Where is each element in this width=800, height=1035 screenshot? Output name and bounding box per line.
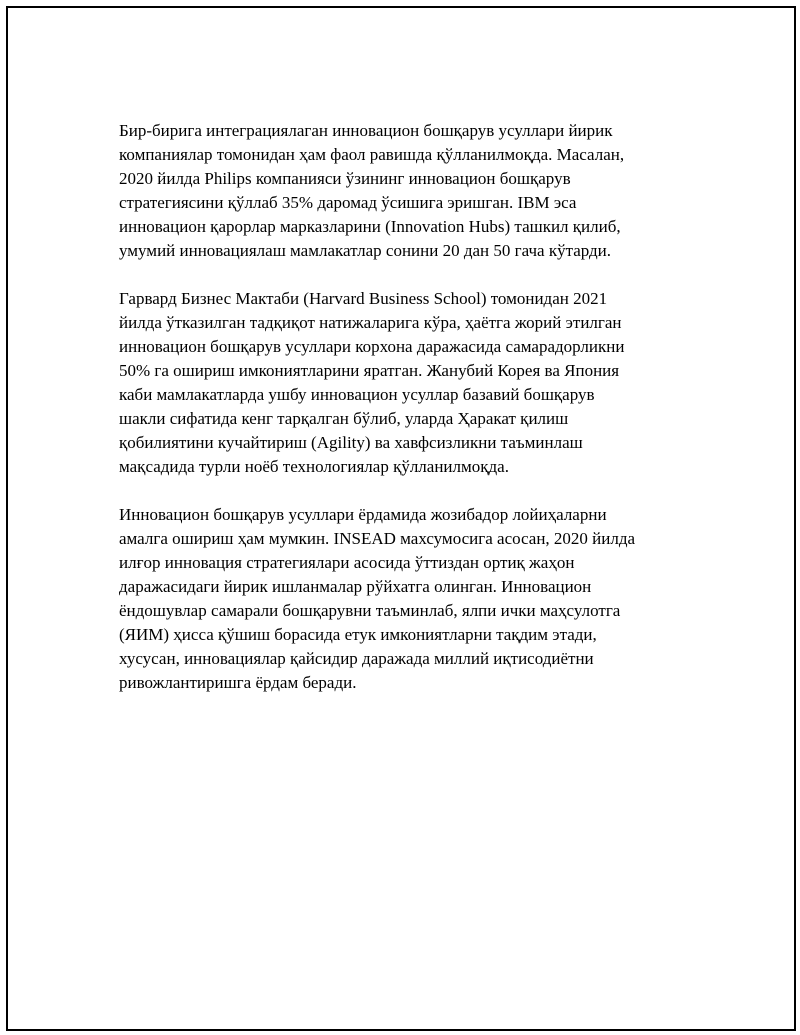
- text-line: шакли сифатида кенг тарқалган бўлиб, уларда Ҳаракат қилиш: [119, 409, 569, 428]
- text-line: каби мамлакатларда ушбу инновацион усуллар базавий бошқарув: [119, 385, 595, 404]
- paragraph-1: [119, 119, 699, 263]
- text-line: йилда ўтказилган тадқиқот натижаларига кўра, ҳаётга жорий этилган: [119, 313, 622, 332]
- text-line: мақсадида турли ноёб технологиялар қўлланилмоқда.: [119, 457, 509, 476]
- text-line: 2020 йилда Philips компанияси ўзининг инновацион бошқарув: [119, 169, 571, 188]
- text-line: 50% га ошириш имкониятларини яратган. Жанубий Корея ва Япония: [119, 361, 620, 380]
- text-line: ривожлантиришга ёрдам беради.: [119, 673, 357, 692]
- text-line: инновацион бошқарув усуллари корхона даражасида самарадорликни: [119, 337, 625, 356]
- text-line: Бир-бирига интеграциялаган инновацион бошқарув усуллари йирик: [119, 121, 613, 140]
- text-line: Гарвард Бизнес Мактаби (Harvard Business School) томонидан 2021: [119, 289, 608, 308]
- text-line: компаниялар томонидан ҳам фаол равишда қўлланилмоқда. Масалан,: [119, 145, 625, 164]
- text-line: умумий инновациялаш мамлакатлар сонини 20 дан 50 гача кўтарди.: [119, 241, 612, 260]
- text-line: (ЯИМ) ҳисса қўшиш борасида етук имкониятларни тақдим этади,: [119, 625, 597, 644]
- page-frame: [6, 6, 796, 1031]
- text-line: Инновацион бошқарув усуллари ёрдамида жозибадор лойиҳаларни: [119, 505, 607, 524]
- text-line: қобилиятини кучайтириш (Agility) ва хавфсизликни таъминлаш: [119, 433, 583, 452]
- paragraph-3: [119, 503, 699, 695]
- text-line: стратегиясини қўллаб 35% даромад ўсишига эришган. IBM эса: [119, 193, 577, 212]
- paragraph-2: [119, 287, 699, 479]
- document-body: [119, 119, 699, 719]
- text-line: инновацион қарорлар марказларини (Innovation Hubs) ташкил қилиб,: [119, 217, 621, 236]
- text-line: ёндошувлар самарали бошқарувни таъминлаб, ялпи ички маҳсулотга: [119, 601, 621, 620]
- text-line: даражасидаги йирик ишланмалар рўйхатга олинган. Инновацион: [119, 577, 592, 596]
- text-line: илғор инновация стратегиялари асосида ўттиздан ортиқ жаҳон: [119, 553, 575, 572]
- text-line: хусусан, инновациялар қайсидир даражада миллий иқтисодиётни: [119, 649, 594, 668]
- text-line: амалга ошириш ҳам мумкин. INSEAD махсумосига асосан, 2020 йилда: [119, 529, 636, 548]
